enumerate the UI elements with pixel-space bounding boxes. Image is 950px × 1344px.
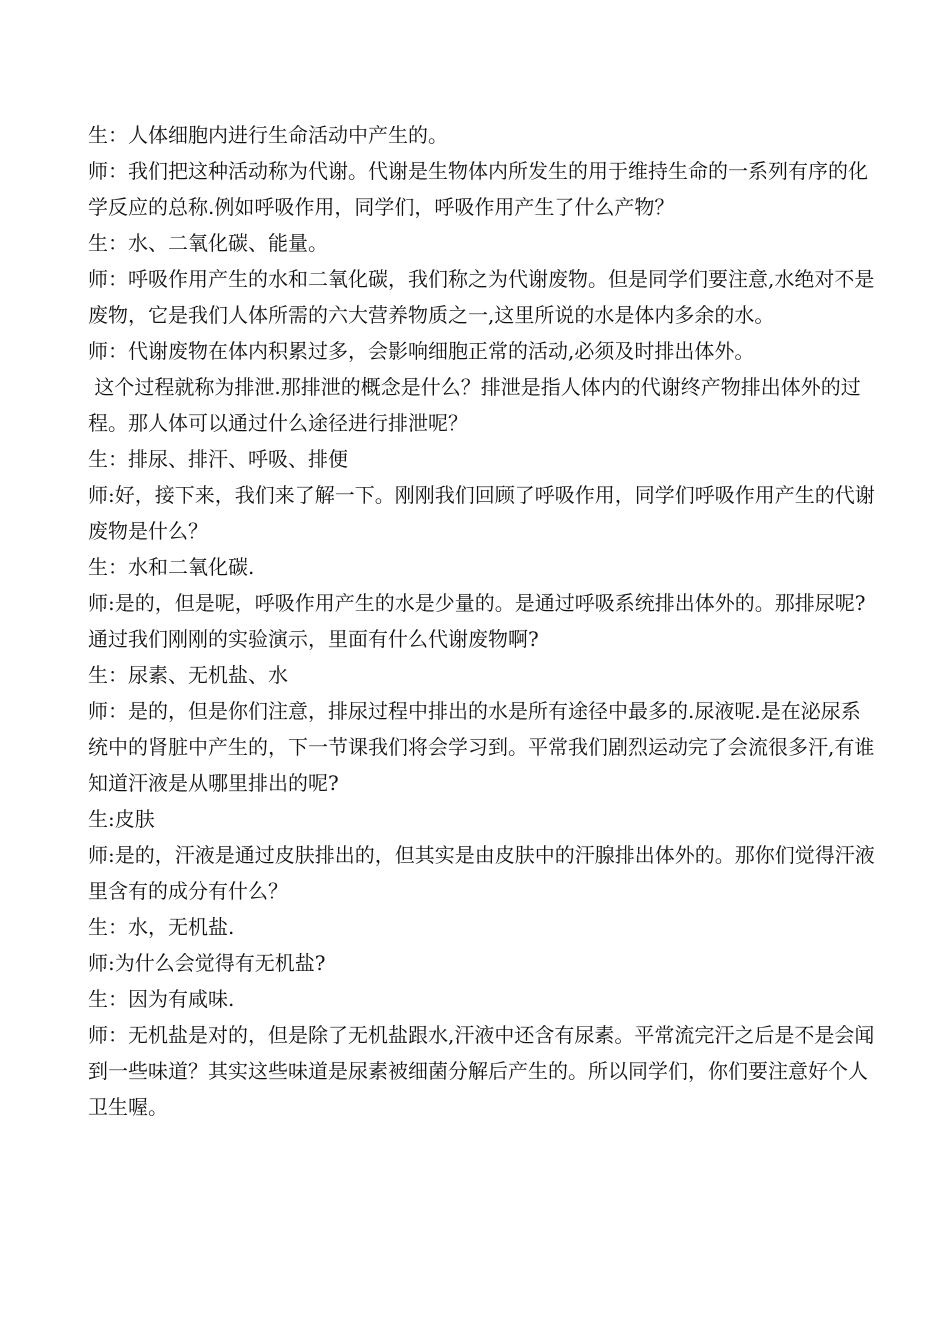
paragraph-17: 生：因为有咸味.: [88, 987, 235, 1011]
paragraph-16: 师:为什么会觉得有无机盐?: [88, 951, 326, 975]
paragraph-5: 师：代谢废物在体内积累过多，会影响细胞正常的活动,必须及时排出体外。: [88, 339, 755, 363]
paragraph-14: 师:是的，汗液是通过皮肤排出的，但其实是由皮肤中的汗腺排出体外的。那你们觉得汗液里含有的成分有什么？: [88, 843, 875, 903]
paragraph-9: 生：水和二氧化碳.: [88, 555, 255, 579]
paragraph-7: 生：排尿、排汗、呼吸、排便: [88, 447, 348, 471]
document-page: [88, 117, 878, 1125]
paragraph-15: 生：水，无机盐.: [88, 915, 235, 939]
paragraph-12: 师：是的，但是你们注意，排尿过程中排出的水是所有途径中最多的.尿液呢.是在泌尿系统中的肾脏中产生的，下一节课我们将会学习到。平常我们剧烈运动完了会流很多汗,有谁知道汗液是从哪里排出的呢?: [88, 699, 875, 795]
paragraph-10: 师:是的，但是呢，呼吸作用产生的水是少量的。是通过呼吸系统排出体外的。那排尿呢?通过我们刚刚的实验演示，里面有什么代谢废物啊?: [88, 591, 866, 651]
paragraph-8: 师:好，接下来，我们来了解一下。刚刚我们回顾了呼吸作用，同学们呼吸作用产生的代谢废物是什么？: [88, 483, 875, 543]
paragraph-11: 生：尿素、无机盐、水: [88, 663, 288, 687]
paragraph-2: 师：我们把这种活动称为代谢。代谢是生物体内所发生的用于维持生命的一系列有序的化学反应的总称.例如呼吸作用，同学们，呼吸作用产生了什么产物？: [88, 159, 868, 219]
paragraph-3: 生：水、二氧化碳、能量。: [88, 231, 328, 255]
paragraph-6: 这个过程就称为排泄.那排泄的概念是什么？排泄是指人体内的代谢终产物排出体外的过程。那人体可以通过什么途径进行排泄呢？: [88, 375, 861, 435]
paragraph-4: 师：呼吸作用产生的水和二氧化碳，我们称之为代谢废物。但是同学们要注意,水绝对不是废物，它是我们人体所需的六大营养物质之一,这里所说的水是体内多余的水。: [88, 267, 875, 327]
paragraph-13: 生:皮肤: [88, 807, 155, 831]
paragraph-18: 师：无机盐是对的，但是除了无机盐跟水,汗液中还含有尿素。平常流完汗之后是不是会闻到一些味道？其实这些味道是尿素被细菌分解后产生的。所以同学们，你们要注意好个人卫生喔。: [88, 1023, 875, 1119]
paragraph-1: 生：人体细胞内进行生命活动中产生的。: [88, 123, 448, 147]
